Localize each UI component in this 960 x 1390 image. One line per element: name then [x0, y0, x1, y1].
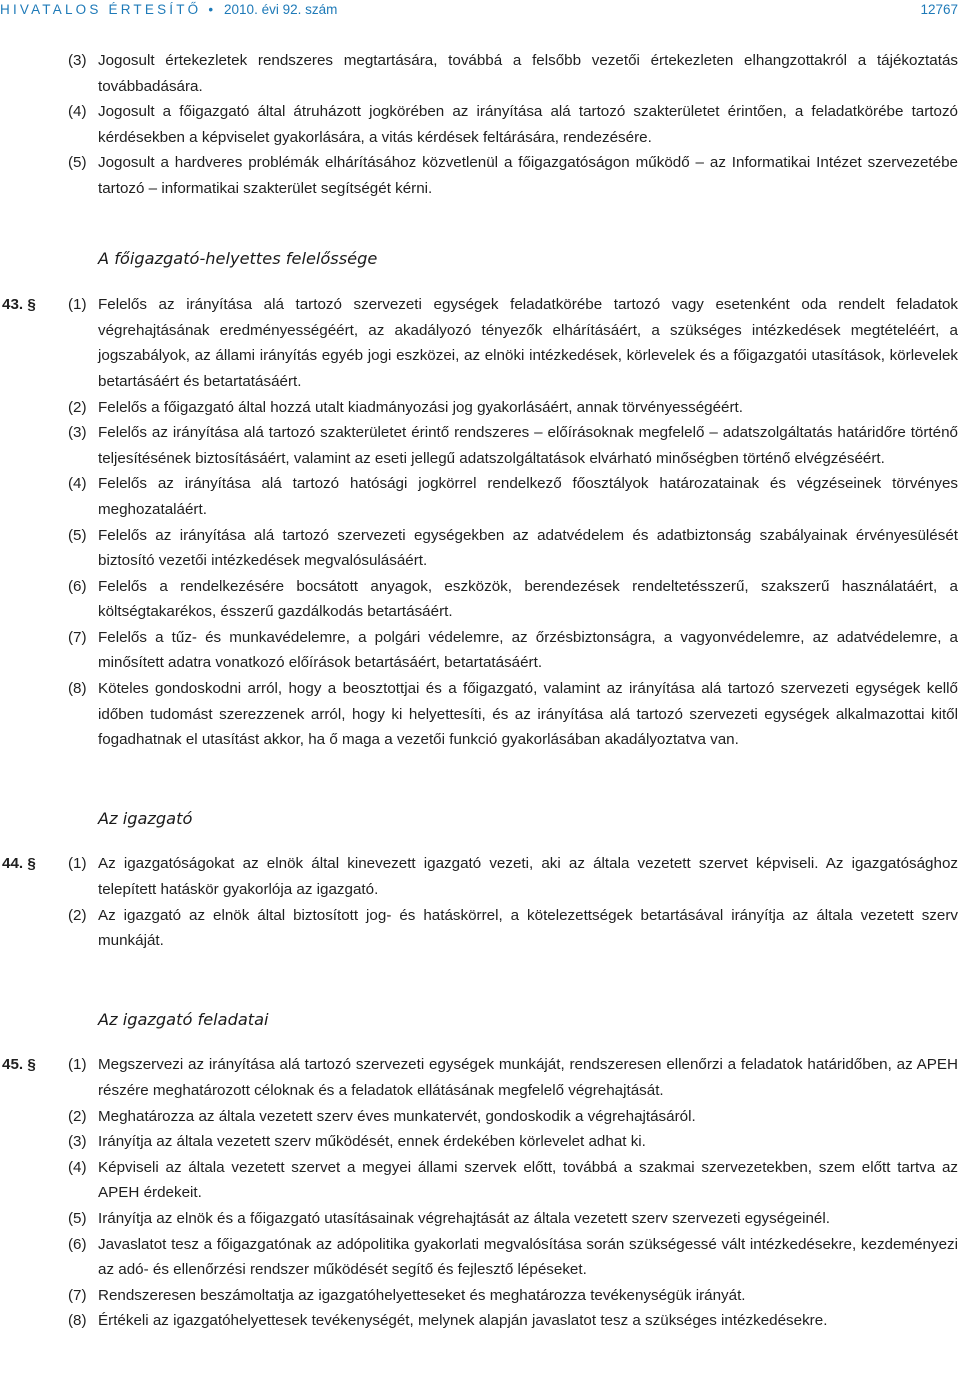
paragraph-text: Felelős a főigazgató által hozzá utalt kiadmányozási jog gyakorlásáért, annak törvényességéért. [98, 398, 743, 416]
section-45-paragraph-3 [0, 1129, 960, 1155]
paragraph-number: (4) [68, 475, 87, 493]
paragraph-text: Értékeli az igazgatóhelyettesek tevékenységét, melynek alapján javaslatot tesz a szükséges intézkedésekre. [98, 1312, 828, 1330]
paragraph-number: (4) [68, 103, 87, 121]
paragraph-number: (5) [68, 154, 87, 172]
paragraph-number: (6) [68, 1235, 87, 1253]
section-45-paragraph-8 [0, 1308, 960, 1334]
paragraph-number: (1) [68, 1056, 87, 1074]
section-45-paragraph-4 [0, 1155, 960, 1206]
section-44-paragraph-1 [0, 851, 960, 902]
publication-title [0, 0, 337, 23]
paragraph-text: Irányítja az általa vezetett szerv működését, ennek érdekében körlevelet adhat ki. [98, 1133, 646, 1151]
section-45-paragraph-7 [0, 1283, 960, 1309]
paragraph-number: (5) [68, 1209, 87, 1227]
paragraph-text: Irányítja az elnök és a főigazgató utasításainak végrehajtását az általa vezetett szerv szervezeti egységeinél. [98, 1209, 830, 1227]
paragraph-text: Az igazgató az elnök által biztosított jog- és hatáskörrel, a kötelezettségek betartásával irányítja az általa vezetett szerv munkáját. [98, 906, 958, 950]
paragraph-text: Felelős az irányítása alá tartozó szervezeti egységek feladatkörébe tartozó vagy esetenként oda rendelt feladatok végrehajtásának eredményességéért, az akadályozó tényezők elhárításáért, a szükséges intézkedések megtételéért, a jogszabályok, az állami irányítás egyéb jogi eszközei, az elnöki intézkedések, körlevelek és a főigazgatói utasítások, körlevelek betartásáért és betartatásáért. [98, 296, 958, 390]
section-45-paragraph-6 [0, 1232, 960, 1283]
header-separator: • [208, 2, 214, 17]
paragraph-number: (2) [68, 906, 87, 924]
section-heading: A főigazgató-helyettes felelőssége [98, 248, 378, 268]
section-43-paragraph-1 [0, 292, 960, 394]
paragraph-text: Képviseli az általa vezetett szervet a megyei állami szervek előtt, továbbá a szakmai szervezetekben, szem előtt tartva az APEH érdekeit. [98, 1158, 958, 1202]
paragraph-text: Jogosult a főigazgató által átruházott jogkörében az irányítása alá tartozó szakterületet érintően, a feladatkörébe tartozó kérdésekben a képviselet gyakorlására, a vitás kérdések feltárására, rendezésére. [98, 103, 958, 146]
paragraph-text: Felelős a rendelkezésére bocsátott anyagok, eszközök, berendezések rendeltetésszerű, szakszerű használatáért, a költségtakarékos, ésszerű gazdálkodás betartásáért. [98, 577, 958, 621]
section-heading: Az igazgató feladatai [98, 1009, 269, 1029]
paragraph-number: (1) [68, 296, 87, 314]
paragraph-number: (3) [68, 1133, 87, 1151]
paragraph-text: Felelős az irányítása alá tartozó hatósági jogkörrel rendelkező főosztályok határozatainak és végzéseinek törvényes meghozataláért. [98, 475, 958, 518]
section-number: 44. § [2, 855, 36, 873]
section-43-paragraph-2 [0, 395, 960, 421]
section-43-paragraph-4 [0, 471, 960, 522]
section-heading: Az igazgató [98, 808, 193, 828]
paragraph-number: (8) [68, 1312, 87, 1330]
paragraph-number: (4) [68, 1158, 87, 1176]
section-45-paragraph-5 [0, 1206, 960, 1232]
paragraph-number: (7) [68, 628, 87, 646]
paragraph-number: (5) [68, 526, 87, 544]
page-number: 12767 [920, 2, 958, 17]
paragraph-number: (8) [68, 680, 87, 698]
paragraph-number: (2) [68, 398, 87, 416]
section-44-paragraph-2 [0, 903, 960, 954]
section-43-paragraph-7 [0, 625, 960, 676]
paragraph-5 [0, 150, 960, 201]
publication-name: HIVATALOS ÉRTESÍTŐ [0, 2, 202, 17]
document-body [0, 48, 960, 1334]
section-43-paragraph-6 [0, 574, 960, 625]
paragraph-number: (1) [68, 855, 87, 873]
section-43-paragraph-5 [0, 523, 960, 574]
paragraph-text: Jogosult a hardveres problémák elhárításához közvetlenül a főigazgatóságon működő – az Informatikai Intézet szervezetébe tartozó – informatikai szakterület segítségét kérni. [98, 154, 958, 197]
section-43-paragraph-8 [0, 676, 960, 753]
paragraph-text: Rendszeresen beszámoltatja az igazgatóhelyetteseket és meghatározza tevékenységük irányát. [98, 1286, 746, 1304]
section-number: 45. § [2, 1056, 36, 1074]
paragraph-text: Jogosult értekezletek rendszeres megtartására, továbbá a felsőbb vezetői értekezleten elhangzottakról a tájékoztatás továbbadására. [98, 52, 958, 95]
section-43-paragraph-3 [0, 420, 960, 471]
paragraph-number: (7) [68, 1286, 87, 1304]
paragraph-4 [0, 99, 960, 150]
paragraph-number: (2) [68, 1107, 87, 1125]
paragraph-text: Megszervezi az irányítása alá tartozó szervezeti egységek munkáját, rendszeresen ellenőrzi a feladatok határidőben, az APEH részére meghatározott céloknak és a feladatok ellátásának megfelelő végrehajtását. [98, 1056, 958, 1099]
paragraph-text: Felelős a tűz- és munkavédelemre, a polgári védelemre, az őrzésbiztonságra, a vagyonvédelemre, az adatvédelemre, a minősített adatra vonatkozó előírások betartásáért, betartatásáért. [98, 628, 958, 672]
section-number: 43. § [2, 296, 36, 314]
paragraph-text: Az igazgatóságokat az elnök által kinevezett igazgató vezeti, aki az általa vezetett szervet képviseli. Az igazgatósághoz telepített hatáskör gyakorlója az igazgató. [98, 855, 958, 899]
section-45-paragraph-2 [0, 1104, 960, 1130]
paragraph-text: Felelős az irányítása alá tartozó szakterületet érintő rendszeres – előírásoknak megfelelő – adatszolgáltatás határidőre történő teljesítésének biztosításáért, valamint az eseti jellegű adatszolgáltatások elvárható minőségben történő elvégzéséért. [98, 424, 958, 467]
paragraph-number: (3) [68, 52, 87, 69]
page-header [0, 0, 960, 20]
paragraph-3 [0, 48, 960, 99]
issue-number: 2010. évi 92. szám [224, 2, 338, 17]
paragraph-text: Felelős az irányítása alá tartozó szervezeti egységekben az adatvédelem és adatbiztonság szabályainak érvényesülését biztosító vezetői intézkedések megvalósulásáért. [98, 526, 958, 570]
section-45-paragraph-1 [0, 1052, 960, 1103]
paragraph-text: Köteles gondoskodni arról, hogy a beosztottjai és a főigazgató, valamint az irányítása alá tartozó szervezeti egységek kellő időben tudomást szerezzenek arról, hogy ki helyettesíti, és az irányítása alá tartozó szervezeti egységek alkalmazottai kitől fogadhatnak el utasítást akkor, ha ő maga a vezetői funkció gyakorlásában akadályoztatva van. [98, 680, 958, 749]
paragraph-text: Javaslatot tesz a főigazgatónak az adópolitika gyakorlati megvalósítása során szükségessé vált intézkedésekre, kezdeményezi az adó- és ellenőrzési rendszer működését segítő és fejlesztő lépéseket. [98, 1235, 958, 1279]
paragraph-text: Meghatározza az általa vezetett szerv éves munkatervét, gondoskodik a végrehajtásáról. [98, 1107, 696, 1125]
paragraph-number: (6) [68, 577, 87, 595]
paragraph-number: (3) [68, 424, 87, 442]
